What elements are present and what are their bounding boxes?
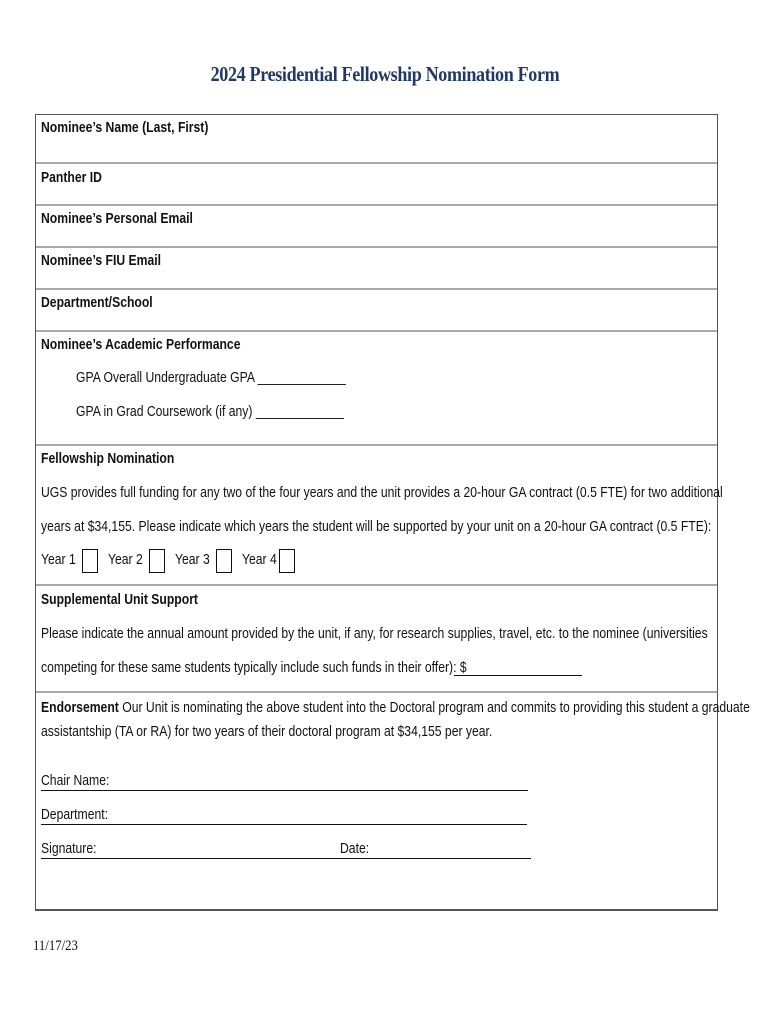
form-title: 2024 Presidential Fellowship Nomination Form (210, 62, 560, 86)
academic-performance-label: Nominee’s Academic Performance (41, 337, 241, 353)
name-row[interactable] (36, 115, 717, 162)
fiu-email-label: Nominee’s FIU Email (41, 253, 162, 269)
year-2-label: Year 2 (108, 552, 143, 568)
supplemental-support-row (36, 584, 717, 691)
date-label: Date: (340, 841, 370, 857)
year-2-checkbox[interactable] (149, 549, 165, 573)
department-row[interactable] (36, 288, 717, 330)
endorsement-text-line1: Endorsement Our Unit is nominating the above student into the Doctoral program and commits to providing this student a graduate (41, 700, 750, 716)
academic-performance-row (36, 330, 717, 444)
supplemental-text-line1: Please indicate the annual amount provided by the unit, if any, for research supplies, travel, etc. to the nominee (universities (41, 626, 708, 642)
fellowship-text-line1: UGS provides full funding for any two of the four years and the unit provides a 20-hour GA contract (0.5 FTE) for two additional (41, 485, 723, 501)
year-1-label: Year 1 (41, 552, 76, 568)
supplemental-amount-field[interactable] (454, 662, 582, 676)
department-sign-field[interactable] (41, 811, 527, 825)
gpa-undergrad-field[interactable]: GPA Overall Undergraduate GPA _____________ (76, 370, 346, 386)
supplemental-text-line2: competing for these same students typically include such funds in their offer): $ (41, 660, 467, 676)
supplemental-label: Supplemental Unit Support (41, 592, 198, 608)
department-sign-label: Department: (41, 807, 109, 823)
fellowship-label: Fellowship Nomination (41, 451, 175, 467)
endorsement-label: Endorsement (41, 700, 119, 716)
fiu-email-row[interactable] (36, 246, 717, 288)
fellowship-nomination-row (36, 444, 723, 584)
personal-email-row[interactable] (36, 204, 717, 246)
fellowship-text-line2: years at $34,155. Please indicate which years the student will be supported by your unit on a 20-hour GA contract (0.5 FTE): (41, 519, 712, 535)
year-4-label: Year 4 (242, 552, 277, 568)
name-label: Nominee’s Name (Last, First) (41, 120, 209, 136)
gpa-grad-field[interactable]: GPA in Grad Coursework (if any) _____________ (76, 404, 344, 420)
nomination-form-table (35, 114, 750, 911)
year-3-checkbox[interactable] (216, 549, 232, 573)
department-label: Department/School (41, 295, 153, 311)
year-1-checkbox[interactable] (82, 549, 98, 573)
endorsement-text-line2: assistantship (TA or RA) for two years of their doctoral program at $34,155 per year. (41, 724, 493, 740)
footer-date: 11/17/23 (33, 938, 78, 954)
year-3-label: Year 3 (175, 552, 210, 568)
panther-id-row[interactable] (36, 162, 717, 204)
personal-email-label: Nominee’s Personal Email (41, 211, 193, 227)
panther-id-label: Panther ID (41, 170, 102, 186)
chair-name-field[interactable] (41, 777, 528, 791)
year-4-checkbox[interactable] (279, 549, 295, 573)
signature-field[interactable] (41, 845, 531, 859)
chair-name-label: Chair Name: (41, 773, 110, 789)
signature-label: Signature: (41, 841, 97, 857)
endorsement-row (36, 691, 750, 909)
